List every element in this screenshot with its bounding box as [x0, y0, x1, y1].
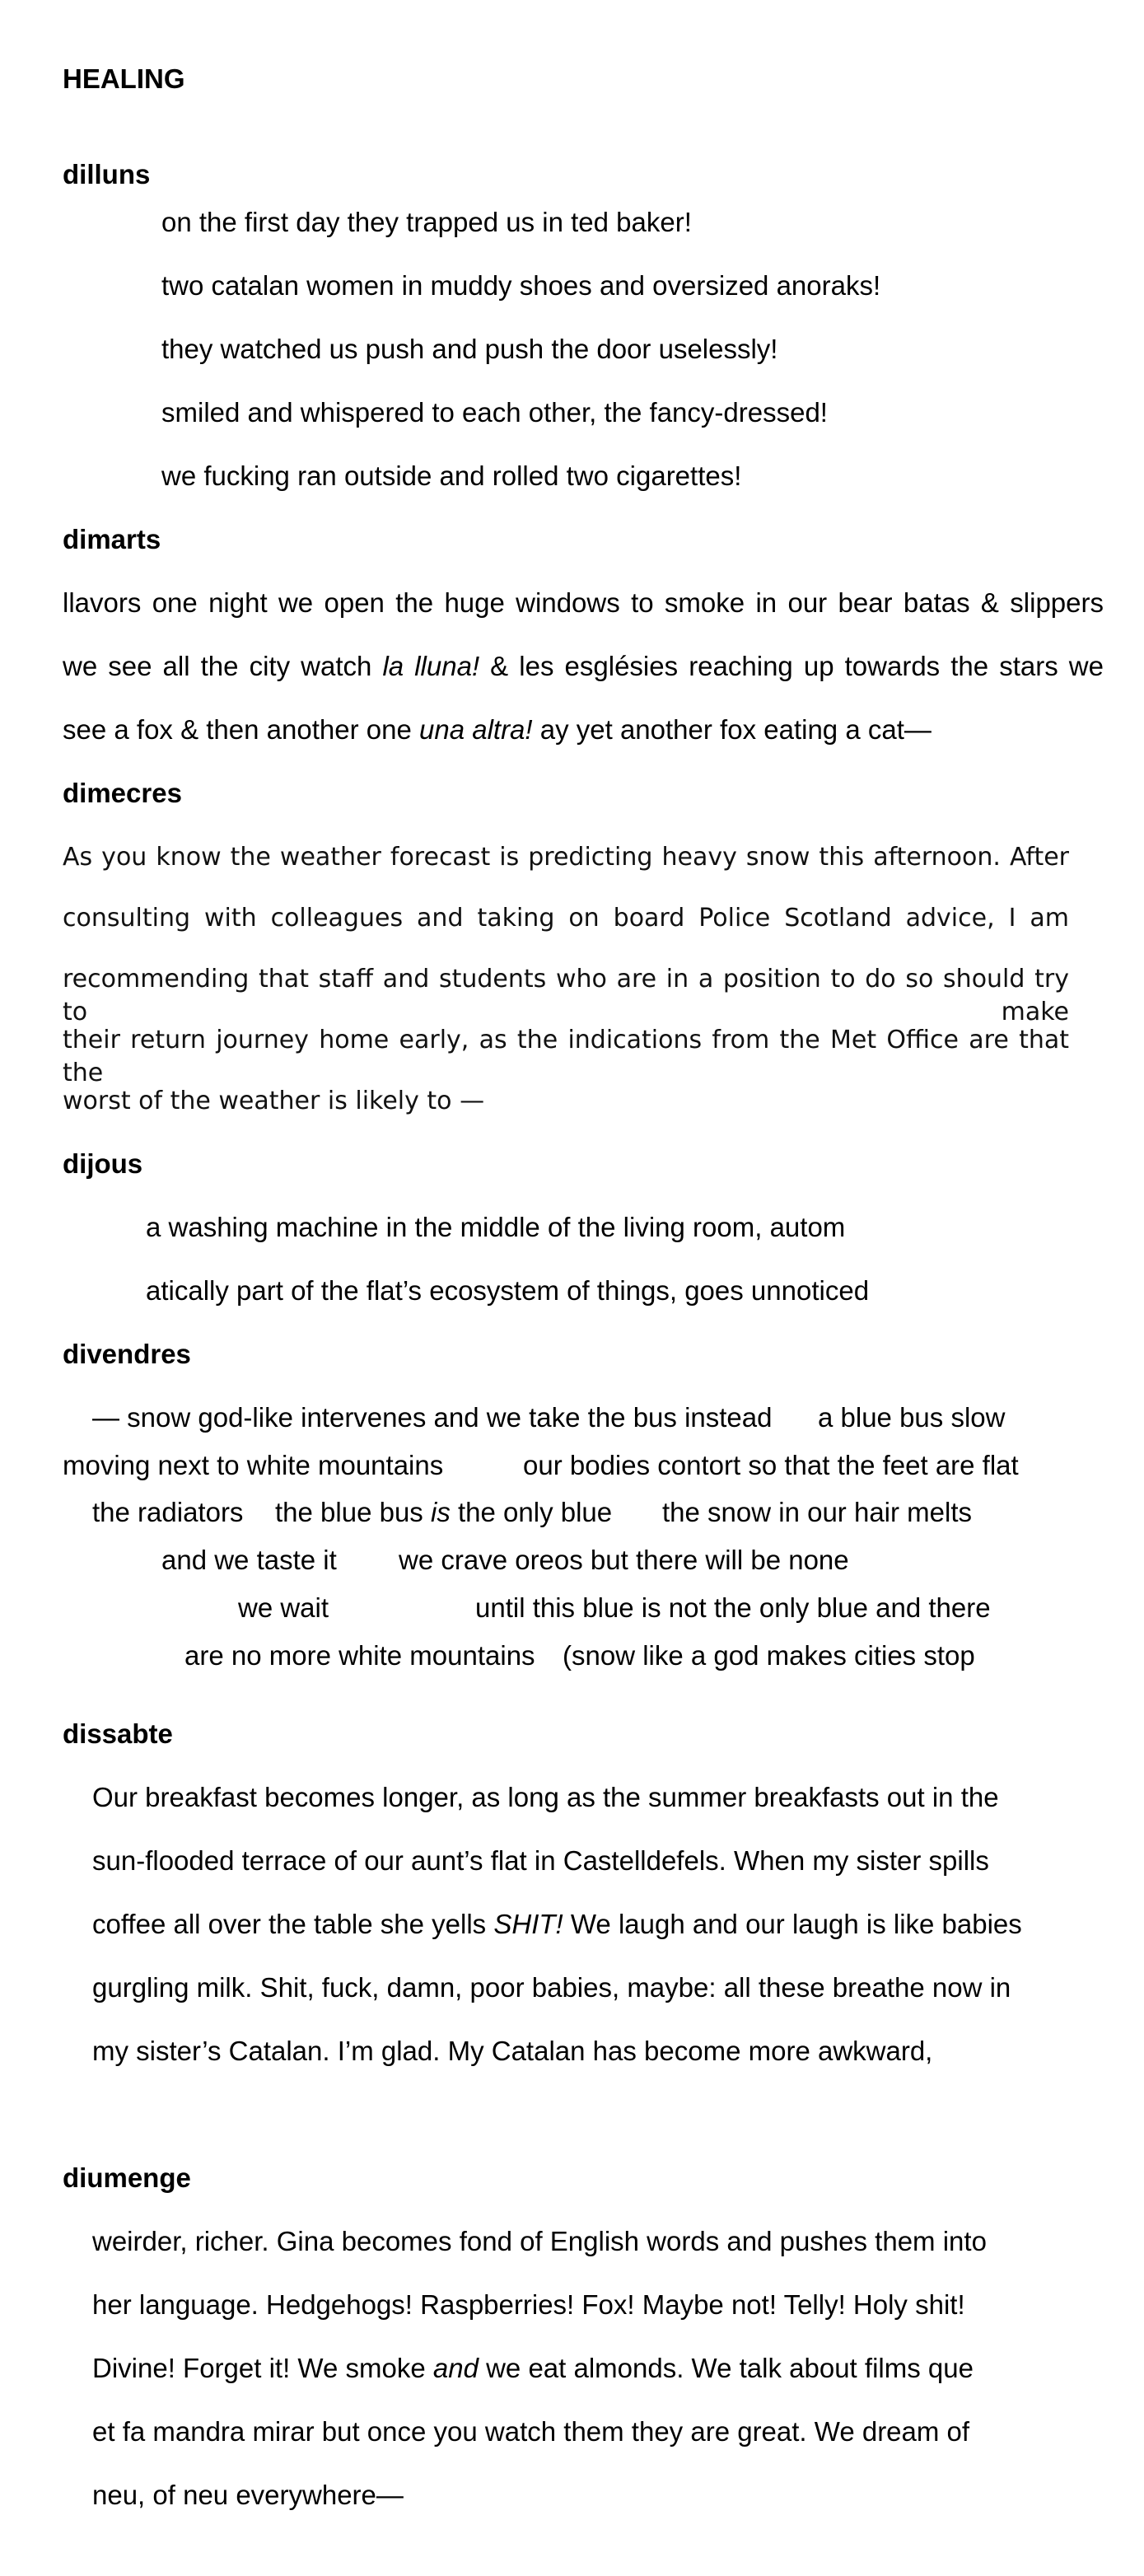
poem-line: atically part of the flat’s ecosystem of things, goes unnoticed [146, 1275, 870, 1306]
poem-fragment: the radiators [92, 1497, 244, 1527]
poem-line [63, 713, 1104, 746]
line-text: we see all the city watch [63, 651, 383, 681]
poem-line: a washing machine in the middle of the living room, autom [146, 1212, 846, 1242]
prose-line: sun-flooded terrace of our aunt’s flat in Castelldefels. When my sister spills [92, 1845, 989, 1876]
poem-line [63, 650, 1104, 683]
memo-line [63, 841, 1069, 874]
section-heading-dijous: dijous [63, 1148, 143, 1179]
memo-line [63, 1085, 1069, 1118]
line-text: their return journey home early, as the indications from the Met Office are that the [63, 1026, 1069, 1087]
poem-fragment: the snow in our hair melts [662, 1497, 973, 1527]
line-text: We laugh and our laugh is like babies [563, 1909, 1022, 1939]
poem-fragment: we crave oreos but there will be none [399, 1545, 849, 1575]
line-text: see a fox & then another one [63, 714, 419, 745]
poem-fragment: — snow god-like intervenes and we take the bus instead [92, 1402, 773, 1433]
prose-line: weirder, richer. Gina becomes fond of English words and pushes them into [92, 2226, 987, 2256]
line-text: worst of the weather is likely to — [63, 1087, 485, 1115]
poem-line: smiled and whispered to each other, the fancy-dressed! [161, 397, 828, 428]
poem-fragment: moving next to white mountains [63, 1450, 444, 1480]
line-text: we eat almonds. We talk about films que [478, 2353, 974, 2383]
poem-fragment: we wait [238, 1592, 329, 1623]
section-heading-dimecres: dimecres [63, 778, 182, 808]
line-text: As you know the weather forecast is predicting heavy snow this afternoon. After [63, 843, 1069, 872]
prose-line: my sister’s Catalan. I’m glad. My Catalan has become more awkward, [92, 2036, 933, 2066]
prose-line: Our breakfast becomes longer, as long as the summer breakfasts out in the [92, 1782, 999, 1812]
prose-line: neu, of neu everywhere— [92, 2480, 404, 2510]
poem-fragment: until this blue is not the only blue and there [475, 1592, 991, 1623]
section-heading-diumenge: diumenge [63, 2162, 191, 2193]
memo-line [63, 1024, 1069, 1090]
poem-line: two catalan women in muddy shoes and oversized anoraks! [161, 270, 881, 301]
line-text: Divine! Forget it! We smoke [92, 2353, 433, 2383]
memo-line [63, 902, 1069, 935]
italic-text: and [432, 2353, 479, 2383]
poem-fragment [275, 1496, 612, 1529]
section-heading-dissabte: dissabte [63, 1718, 173, 1749]
line-text: recommending that staff and students who are in a position to do so should try to make [63, 965, 1069, 1026]
poem-line: we fucking ran outside and rolled two cigarettes! [161, 461, 742, 491]
italic-text: SHIT! [493, 1909, 563, 1939]
italic-text: is [430, 1497, 451, 1527]
line-text: coffee all over the table she yells [92, 1909, 494, 1939]
line-text: the blue bus [275, 1497, 431, 1527]
poem-line: they watched us push and push the door uselessly! [161, 334, 778, 364]
section-heading-divendres: divendres [63, 1339, 191, 1369]
line-text: llavors one night we open the huge windows to smoke in our bear batas & slippers [63, 587, 1104, 618]
italic-text: la lluna! [382, 651, 480, 681]
poem-fragment: are no more white mountains [184, 1640, 535, 1671]
line-text: consulting with colleagues and taking on board Police Scotland advice, I am [63, 904, 1069, 933]
line-text: ay yet another fox eating a cat— [532, 714, 932, 745]
poem-line [63, 587, 1104, 619]
memo-line [63, 963, 1069, 1029]
poem-title: HEALING [63, 63, 185, 94]
poem-fragment: and we taste it [161, 1545, 337, 1575]
prose-line [92, 2352, 974, 2385]
poem-fragment: (snow like a god makes cities stop [563, 1640, 975, 1671]
prose-line [92, 1908, 1022, 1941]
poem-fragment: our bodies contort so that the feet are flat [523, 1450, 1019, 1480]
poem-fragment: a blue bus slow [818, 1402, 1006, 1433]
prose-line: et fa mandra mirar but once you watch them they are great. We dream of [92, 2416, 970, 2447]
prose-line: gurgling milk. Shit, fuck, damn, poor babies, maybe: all these breathe now in [92, 1972, 1011, 2003]
section-heading-dimarts: dimarts [63, 524, 161, 554]
section-heading-dilluns: dilluns [63, 159, 151, 189]
prose-line: her language. Hedgehogs! Raspberries! Fox! Maybe not! Telly! Holy shit! [92, 2289, 965, 2320]
line-text: the only blue [450, 1497, 613, 1527]
line-text: & les esglésies reaching up towards the stars we [479, 651, 1104, 681]
poem-line: on the first day they trapped us in ted baker! [161, 207, 692, 237]
italic-text: una altra! [418, 714, 533, 745]
